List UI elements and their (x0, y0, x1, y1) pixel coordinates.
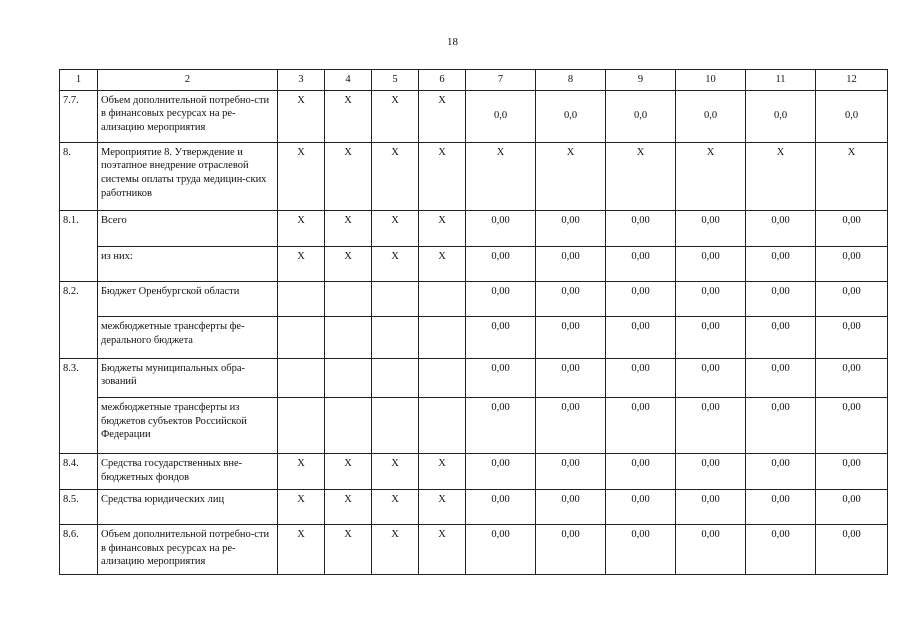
value-cell: 0,00 (536, 454, 606, 490)
row-label: Средства государственных вне-бюджетных фондов (98, 454, 278, 490)
value-cell: 0,00 (676, 358, 746, 397)
mark-cell: X (419, 525, 466, 575)
mark-cell: X (372, 211, 419, 246)
mark-cell: X (419, 246, 466, 281)
value-cell: 0,00 (606, 358, 676, 397)
mark-cell: X (325, 489, 372, 524)
mark-cell (325, 398, 372, 454)
budget-table (59, 69, 888, 575)
row-label: Бюджеты муниципальных обра-зований (98, 358, 278, 397)
header-cell: 8 (536, 70, 606, 91)
table-row (60, 246, 888, 281)
mark-cell: X (278, 246, 325, 281)
mark-cell (372, 398, 419, 454)
value-cell: 0,00 (746, 281, 816, 316)
value-cell: 0,00 (746, 211, 816, 246)
page-number: 18 (447, 36, 458, 48)
row-label: Объем дополнительной потребно-сти в финансовых ресурсах на ре-ализацию мероприятия (98, 90, 278, 142)
table-row (60, 211, 888, 246)
mark-cell: X (419, 489, 466, 524)
value-cell: 0,0 (606, 90, 676, 142)
value-cell: 0,0 (816, 90, 888, 142)
value-cell: 0,00 (816, 525, 888, 575)
row-label: Объем дополнительной потребно-сти в финансовых ресурсах на ре-ализацию мероприятия (98, 525, 278, 575)
header-cell: 6 (419, 70, 466, 91)
mark-cell: X (372, 90, 419, 142)
table-row (60, 142, 888, 211)
value-cell: 0,00 (536, 281, 606, 316)
table-row (60, 454, 888, 490)
header-cell: 2 (98, 70, 278, 91)
row-number: 8. (60, 142, 98, 211)
mark-cell: X (372, 489, 419, 524)
value-cell: 0,00 (466, 398, 536, 454)
value-cell: 0,00 (676, 317, 746, 359)
value-cell: 0,0 (676, 90, 746, 142)
value-cell: 0,00 (606, 317, 676, 359)
row-number: 8.4. (60, 454, 98, 490)
mark-cell: X (278, 489, 325, 524)
mark-cell: X (325, 525, 372, 575)
header-cell: 9 (606, 70, 676, 91)
value-cell: 0,00 (536, 246, 606, 281)
mark-cell (372, 317, 419, 359)
mark-cell (325, 358, 372, 397)
value-cell: 0,00 (676, 211, 746, 246)
value-cell: 0,00 (746, 454, 816, 490)
value-cell: 0,00 (466, 525, 536, 575)
mark-cell (278, 317, 325, 359)
row-number: 8.3. (60, 358, 98, 454)
value-cell: 0,00 (466, 281, 536, 316)
mark-cell: X (372, 246, 419, 281)
mark-cell (372, 358, 419, 397)
value-cell: X (746, 142, 816, 211)
value-cell: X (816, 142, 888, 211)
value-cell: 0,00 (606, 211, 676, 246)
row-number: 8.6. (60, 525, 98, 575)
value-cell: 0,00 (466, 454, 536, 490)
row-number: 7.7. (60, 90, 98, 142)
mark-cell: X (419, 211, 466, 246)
table-row (60, 281, 888, 316)
value-cell: 0,00 (746, 317, 816, 359)
value-cell: 0,00 (676, 454, 746, 490)
table-row (60, 90, 888, 142)
header-cell: 7 (466, 70, 536, 91)
value-cell: 0,00 (746, 358, 816, 397)
row-label: межбюджетные трансферты из бюджетов субъектов Российской Федерации (98, 398, 278, 454)
value-cell: 0,00 (466, 246, 536, 281)
value-cell: 0,0 (536, 90, 606, 142)
mark-cell: X (325, 246, 372, 281)
value-cell: 0,00 (816, 454, 888, 490)
row-number: 8.2. (60, 281, 98, 358)
header-cell: 10 (676, 70, 746, 91)
value-cell: 0,00 (606, 489, 676, 524)
value-cell: 0,00 (466, 489, 536, 524)
header-cell: 11 (746, 70, 816, 91)
header-row (60, 70, 888, 91)
value-cell: 0,00 (676, 525, 746, 575)
value-cell: 0,00 (676, 398, 746, 454)
mark-cell: X (278, 211, 325, 246)
value-cell: 0,00 (746, 525, 816, 575)
mark-cell (419, 398, 466, 454)
table-row (60, 358, 888, 397)
row-label: межбюджетные трансферты фе-дерального бюджета (98, 317, 278, 359)
value-cell: 0,00 (816, 211, 888, 246)
row-label: Средства юридических лиц (98, 489, 278, 524)
value-cell: 0,00 (606, 454, 676, 490)
mark-cell: X (372, 454, 419, 490)
value-cell: 0,00 (606, 246, 676, 281)
value-cell: 0,00 (536, 211, 606, 246)
mark-cell (278, 398, 325, 454)
header-cell: 3 (278, 70, 325, 91)
mark-cell: X (278, 454, 325, 490)
mark-cell (419, 317, 466, 359)
header-cell: 4 (325, 70, 372, 91)
value-cell: 0,00 (816, 489, 888, 524)
value-cell: X (676, 142, 746, 211)
header-cell: 1 (60, 70, 98, 91)
value-cell: X (606, 142, 676, 211)
table-row (60, 525, 888, 575)
row-label: Мероприятие 8. Утверждение и поэтапное внедрение отраслевой системы оплаты труда медицин-ских работников (98, 142, 278, 211)
mark-cell: X (325, 90, 372, 142)
row-label: из них: (98, 246, 278, 281)
mark-cell (278, 281, 325, 316)
value-cell: 0,00 (816, 246, 888, 281)
value-cell: 0,00 (816, 358, 888, 397)
mark-cell: X (278, 142, 325, 211)
mark-cell: X (325, 211, 372, 246)
value-cell: 0,00 (466, 358, 536, 397)
value-cell: 0,0 (746, 90, 816, 142)
mark-cell: X (325, 142, 372, 211)
value-cell: 0,00 (536, 489, 606, 524)
mark-cell: X (372, 142, 419, 211)
mark-cell (419, 281, 466, 316)
mark-cell (325, 281, 372, 316)
value-cell: 0,0 (466, 90, 536, 142)
value-cell: 0,00 (676, 246, 746, 281)
mark-cell: X (325, 454, 372, 490)
value-cell: 0,00 (466, 211, 536, 246)
row-number: 8.5. (60, 489, 98, 524)
mark-cell: X (419, 454, 466, 490)
value-cell: 0,00 (746, 246, 816, 281)
mark-cell (419, 358, 466, 397)
value-cell: 0,00 (536, 398, 606, 454)
value-cell: 0,00 (606, 525, 676, 575)
mark-cell: X (372, 525, 419, 575)
value-cell: 0,00 (746, 489, 816, 524)
value-cell: X (536, 142, 606, 211)
value-cell: 0,00 (606, 281, 676, 316)
table-row (60, 489, 888, 524)
table-row (60, 398, 888, 454)
mark-cell (325, 317, 372, 359)
header-cell: 12 (816, 70, 888, 91)
value-cell: 0,00 (816, 317, 888, 359)
value-cell: 0,00 (816, 281, 888, 316)
mark-cell (372, 281, 419, 316)
value-cell: 0,00 (816, 398, 888, 454)
value-cell: 0,00 (676, 281, 746, 316)
value-cell: 0,00 (536, 525, 606, 575)
value-cell: 0,00 (536, 317, 606, 359)
mark-cell: X (419, 90, 466, 142)
mark-cell: X (278, 90, 325, 142)
value-cell: 0,00 (466, 317, 536, 359)
value-cell: 0,00 (676, 489, 746, 524)
row-number: 8.1. (60, 211, 98, 282)
row-label: Бюджет Оренбургской области (98, 281, 278, 316)
row-label: Всего (98, 211, 278, 246)
header-cell: 5 (372, 70, 419, 91)
mark-cell: X (278, 525, 325, 575)
mark-cell (278, 358, 325, 397)
value-cell: X (466, 142, 536, 211)
value-cell: 0,00 (536, 358, 606, 397)
table-row (60, 317, 888, 359)
value-cell: 0,00 (606, 398, 676, 454)
mark-cell: X (419, 142, 466, 211)
value-cell: 0,00 (746, 398, 816, 454)
